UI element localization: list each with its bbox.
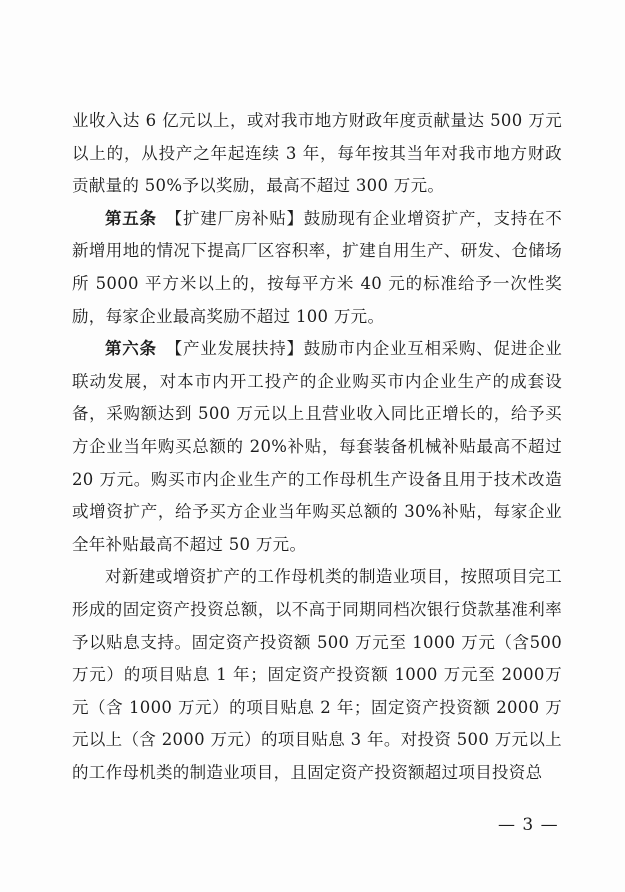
paragraph-continuation xyxy=(72,105,562,203)
interest-subsidy-paragraph xyxy=(72,561,562,789)
article-6-paragraph xyxy=(72,333,562,561)
page-number: — 3 — xyxy=(498,815,559,835)
article-6-heading: 第六条 xyxy=(105,339,157,359)
article-6-text: 【产业发展扶持】鼓励市内企业互相采购、促进企业联动发展，对本市内开工投产的企业购买市内企业生产的成套设备，采购额达到 500 万元以上且营业收入同比正增长的，给予买方企业当年购买总额的 20%补贴，每套装备机械补贴最高不超过 20 万元。购买市内企业生产的工作母机生产设备且用于技术改造或增资扩产，给予买方企业当年购买总额的 30%补贴，每家企业全年补贴最高不超过 50 万元。 xyxy=(72,339,562,554)
article-5-text: 【扩建厂房补贴】鼓励现有企业增资扩产，支持在不新增用地的情况下提高厂区容积率，扩建自用生产、研发、仓储场所 5000 平方米以上的，按每平方米 40 元的标准给予一次性奖励，每家企业最高奖励不超过 100 万元。 xyxy=(72,208,562,326)
article-5-heading: 第五条 xyxy=(105,208,157,228)
paragraph-text: 业收入达 6 亿元以上，或对我市地方财政年度贡献量达 500 万元以上的，从投产之年起连续 3 年，每年按其当年对我市地方财政贡献量的 50%予以奖励，最高不超过 300 万元。 xyxy=(72,111,562,196)
interest-subsidy-text: 对新建或增资扩产的工作母机类的制造业项目，按照项目完工形成的固定资产投资总额，以不高于同期同档次银行贷款基准利率予以贴息支持。固定资产投资额 500 万元至 1000 万元（含500 万元）的项目贴息 1 年；固定资产投资额 1000 万元至 2000万元（含 1000 万元）的项目贴息 2 年；固定资产投资额 2000 万元以上（含 2000 万元）的项目贴息 3 年。对投资 500 万元以上的工作母机类的制造业项目，且固定资产投资额超过项目投资总 xyxy=(72,567,562,782)
article-5-paragraph xyxy=(72,203,562,333)
document-body xyxy=(72,105,562,789)
